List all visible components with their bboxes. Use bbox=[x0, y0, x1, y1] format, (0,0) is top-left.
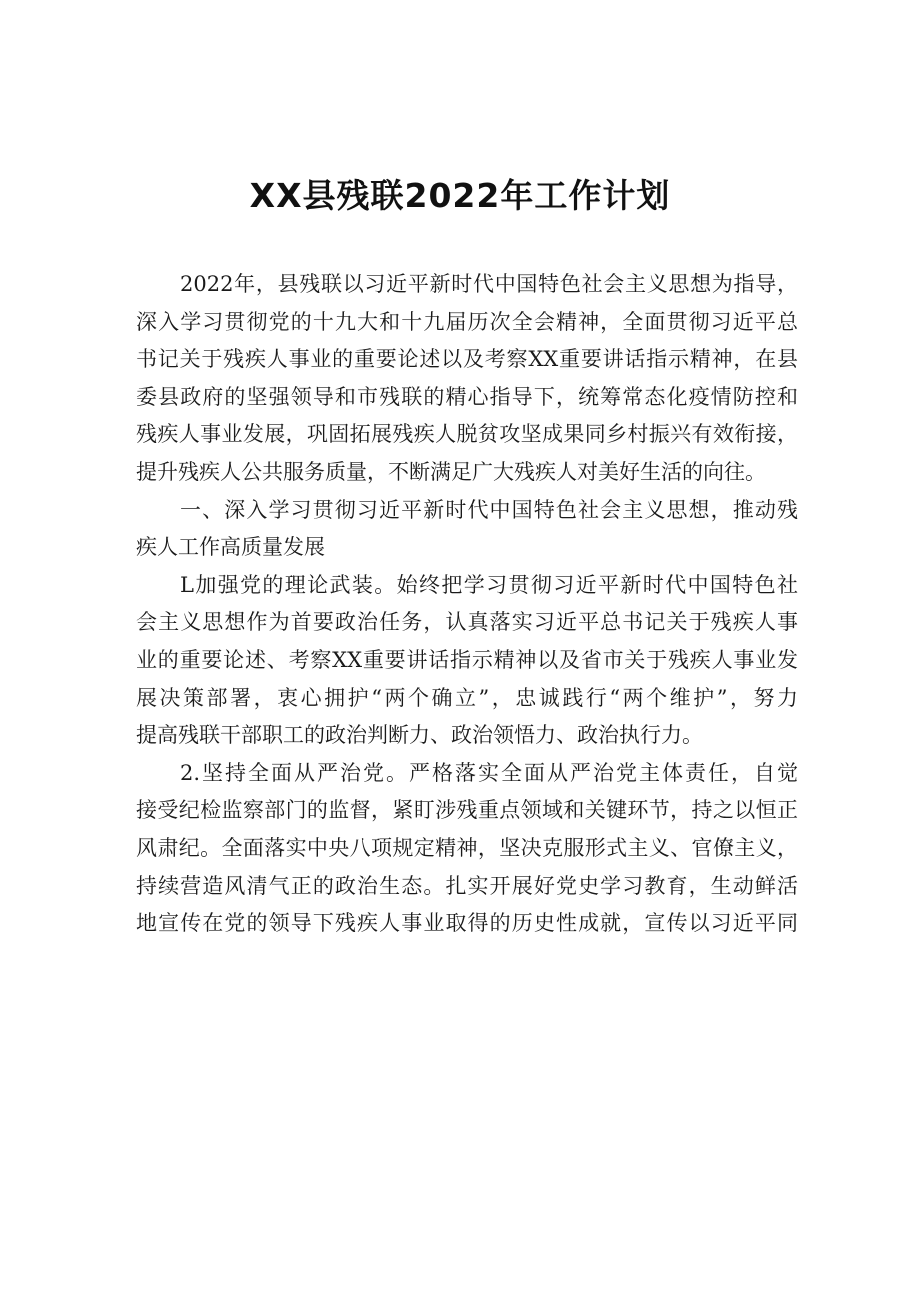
paragraph-line: 书记关于残疾人事业的重要论述以及考察XX重要讲话指示精神，在县 bbox=[136, 347, 798, 372]
paragraph-line: 会主义思想作为首要政治任务，认真落实习近平总书记关于残疾人事 bbox=[136, 610, 798, 635]
paragraph-line: 深入学习贯彻党的十九大和十九届历次全会精神，全面贯彻习近平总 bbox=[136, 309, 798, 334]
paragraph-line: 2.坚持全面从严治党。严格落实全面从严治党主体责任，自觉 bbox=[180, 760, 798, 785]
paragraph-line: 2022年，县残联以习近平新时代中国特色社会主义思想为指导， bbox=[180, 272, 798, 296]
paragraph-line: 残疾人事业发展，巩固拓展残疾人脱贫攻坚成果同乡村振兴有效衔接， bbox=[136, 422, 798, 447]
paragraph-line: 委县政府的坚强领导和市残联的精心指导下，统筹常态化疫情防控和 bbox=[136, 384, 798, 409]
paragraph-line: 地宣传在党的领导下残疾人事业取得的历史性成就，宣传以习近平同 bbox=[136, 911, 798, 936]
section-heading-line: 一、深入学习贯彻习近平新时代中国特色社会主义思想，推动残 bbox=[180, 497, 798, 522]
paragraph-line: 提升残疾人公共服务质量，不断满足广大残疾人对美好生活的向往。 bbox=[136, 459, 766, 484]
paragraph-line: L加强党的理论武装。始终把学习贯彻习近平新时代中国特色社 bbox=[180, 572, 798, 597]
paragraph-line: 风肃纪。全面落实中央八项规定精神，坚决克服形式主义、官僚主义， bbox=[136, 835, 798, 860]
paragraph-line: 接受纪检监察部门的监督，紧盯涉残重点领域和关键环节，持之以恒正 bbox=[136, 798, 798, 823]
section-heading-line: 疾人工作高质量发展 bbox=[136, 535, 325, 560]
paragraph-line: 业的重要论述、考察XX重要讲话指示精神以及省市关于残疾人事业发 bbox=[136, 647, 798, 672]
paragraph-line: 持续营造风清气正的政治生态。扎实开展好党史学习教育，生动鲜活 bbox=[136, 873, 798, 898]
paragraph-line: 提高残联干部职工的政治判断力、政治领悟力、政治执行力。 bbox=[136, 723, 703, 748]
paragraph-line: 展决策部署，衷心拥护“两个确立”，忠诚践行“两个维护”，努力 bbox=[136, 685, 798, 710]
document-title: XX县残联2022年工作计划 bbox=[249, 176, 671, 215]
document-body bbox=[136, 266, 798, 943]
